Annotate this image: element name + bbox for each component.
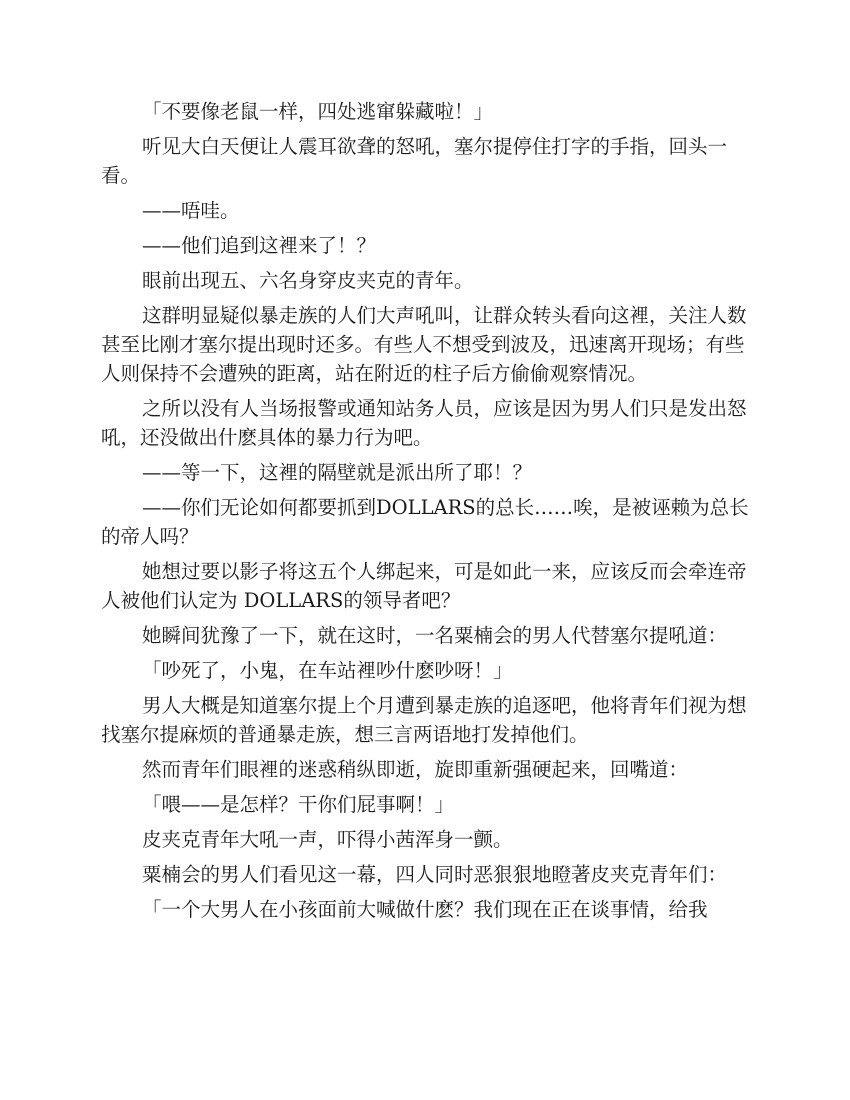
paragraph: 皮夹克青年大吼一声，吓得小茜浑身一颤。: [142, 828, 513, 851]
paragraph: 「吵死了，小鬼，在车站裡吵什麽吵呀！」: [142, 659, 513, 682]
paragraph: ——你们无论如何都要抓到DOLLARS的总长……唉，是被诬赖为总长的帝人吗？: [101, 496, 749, 548]
paragraph: 她瞬间犹豫了一下，就在这时，一名粟楠会的男人代替塞尔提吼道：: [142, 624, 728, 647]
paragraph: 之所以没有人当场报警或通知站务人员，应该是因为男人们只是发出怒吼，还没做出什麽具体的暴力行为吧。: [101, 397, 747, 449]
paragraph: 「不要像老鼠一样，四处逃窜躲藏啦！」: [142, 100, 494, 123]
paragraph: ——等一下，这裡的隔壁就是派出所了耶！？: [142, 461, 533, 484]
paragraph: 然而青年们眼裡的迷惑稍纵即逝，旋即重新强硬起来，回嘴道：: [142, 758, 689, 781]
paragraph: 这群明显疑似暴走族的人们大声吼叫，让群众转头看向这裡，关注人数甚至比刚才塞尔提出现时还多。有些人不想受到波及，迅速离开现场；有些人则保持不会遭殃的距离，站在附近的柱子后方偷偷观察情况。: [101, 304, 747, 385]
page-body: [101, 97, 749, 930]
paragraph: ——他们追到这裡来了！？: [142, 234, 377, 257]
paragraph: ——唔哇。: [142, 199, 240, 222]
paragraph: 「喂——是怎样？干你们屁事啊！」: [142, 793, 455, 816]
paragraph: 听见大白天便让人震耳欲聋的怒吼，塞尔提停住打字的手指，回头一看。: [101, 135, 728, 187]
paragraph: 眼前出现五、六名身穿皮夹克的青年。: [142, 269, 474, 292]
paragraph: 粟楠会的男人们看见这一幕，四人同时恶狠狠地瞪著皮夹克青年们：: [142, 863, 728, 886]
paragraph: 「一个大男人在小孩面前大喊做什麽？我们现在正在谈事情，给我: [142, 898, 708, 921]
paragraph: 她想过要以影子将这五个人绑起来，可是如此一来，应该反而会牵连帝人被他们认定为 DOLLARS的领导者吧？: [101, 560, 747, 612]
paragraph: 男人大概是知道塞尔提上个月遭到暴走族的追逐吧，他将青年们视为想找塞尔提麻烦的普通暴走族，想三言两语地打发掉他们。: [101, 694, 747, 746]
